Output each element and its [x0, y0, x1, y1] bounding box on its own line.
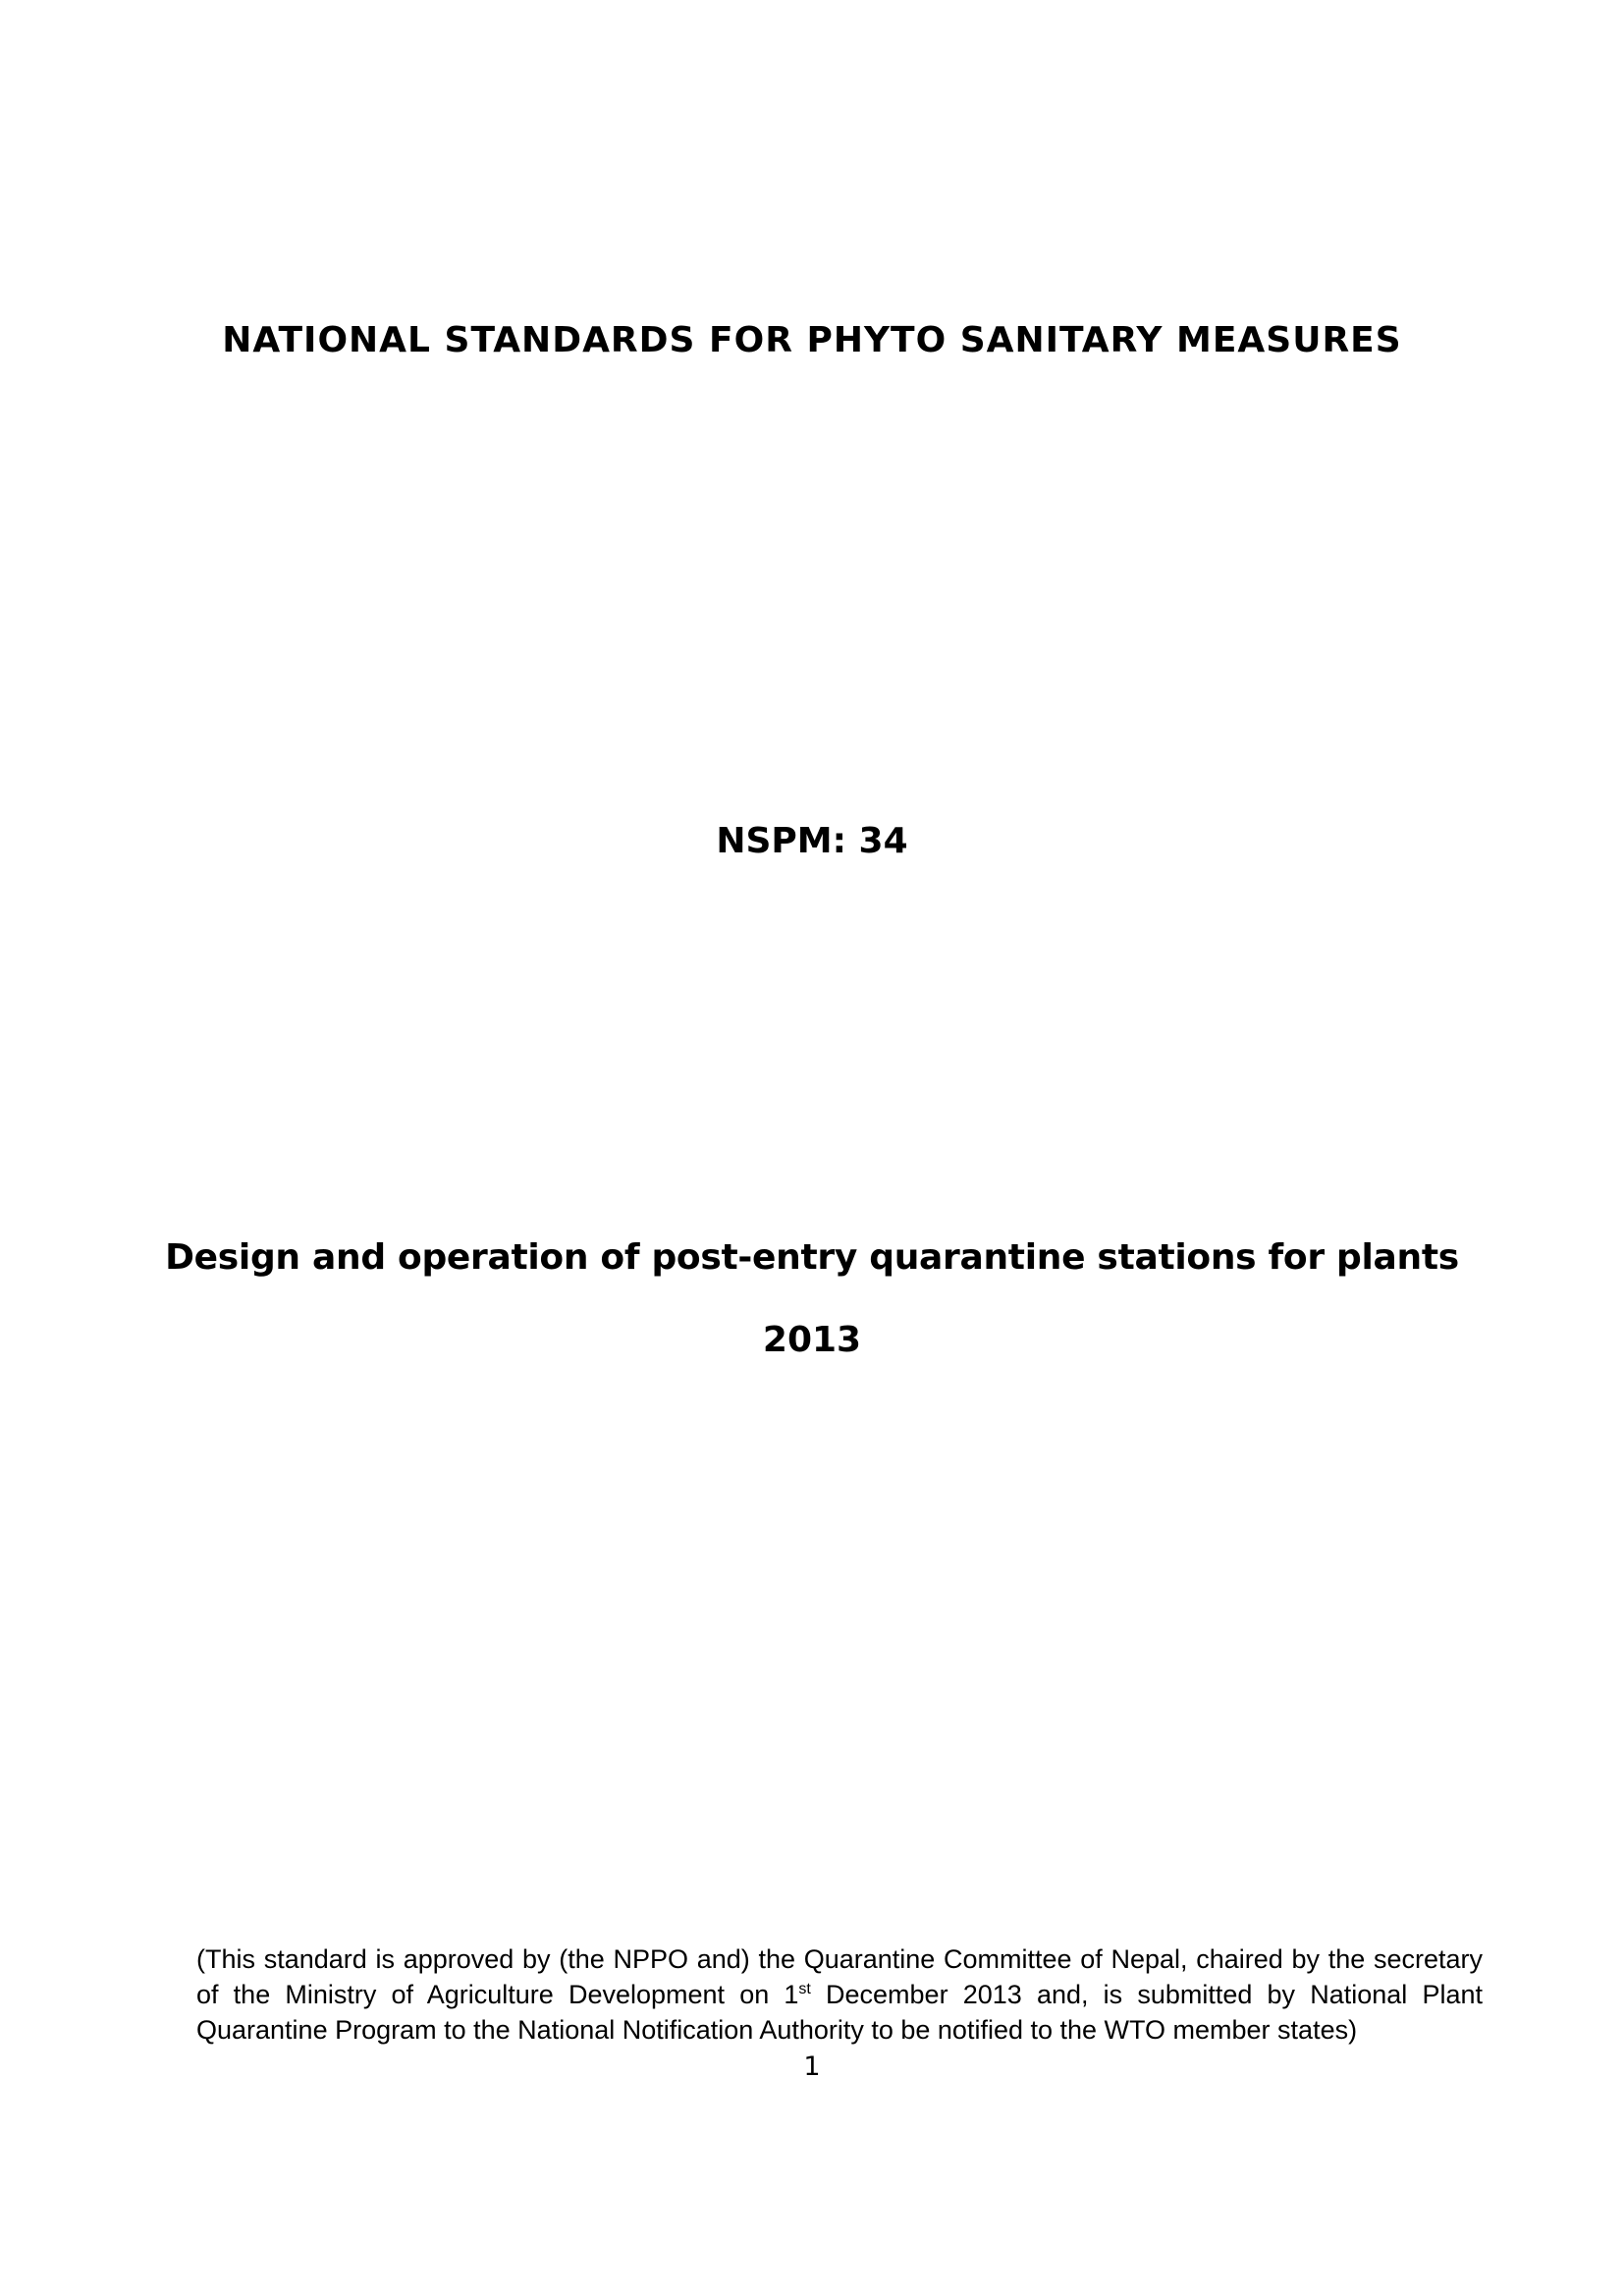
document-year: 2013	[762, 1320, 862, 1360]
standard-number: NSPM: 34	[716, 821, 908, 861]
document-subtitle: Design and operation of post-entry quarantine stations for plants	[165, 1237, 1459, 1278]
main-title: NATIONAL STANDARDS FOR PHYTO SANITARY MEASURES	[222, 320, 1402, 360]
ordinal-suffix: st	[798, 1981, 811, 1997]
page-number: 1	[803, 2051, 821, 2082]
approval-note-part-1: (This standard is approved by (the NPPO and) the Quarantine Committee of Nepal, chaired by the secretary of the Ministry of Agriculture Development on 1	[196, 1944, 1483, 2009]
approval-note-part-2: December 2013 and, is submitted by National Plant Quarantine Program to the National Notification Authority to be notified to the WTO member states)	[196, 1980, 1483, 2045]
approval-note	[196, 1941, 1483, 2048]
